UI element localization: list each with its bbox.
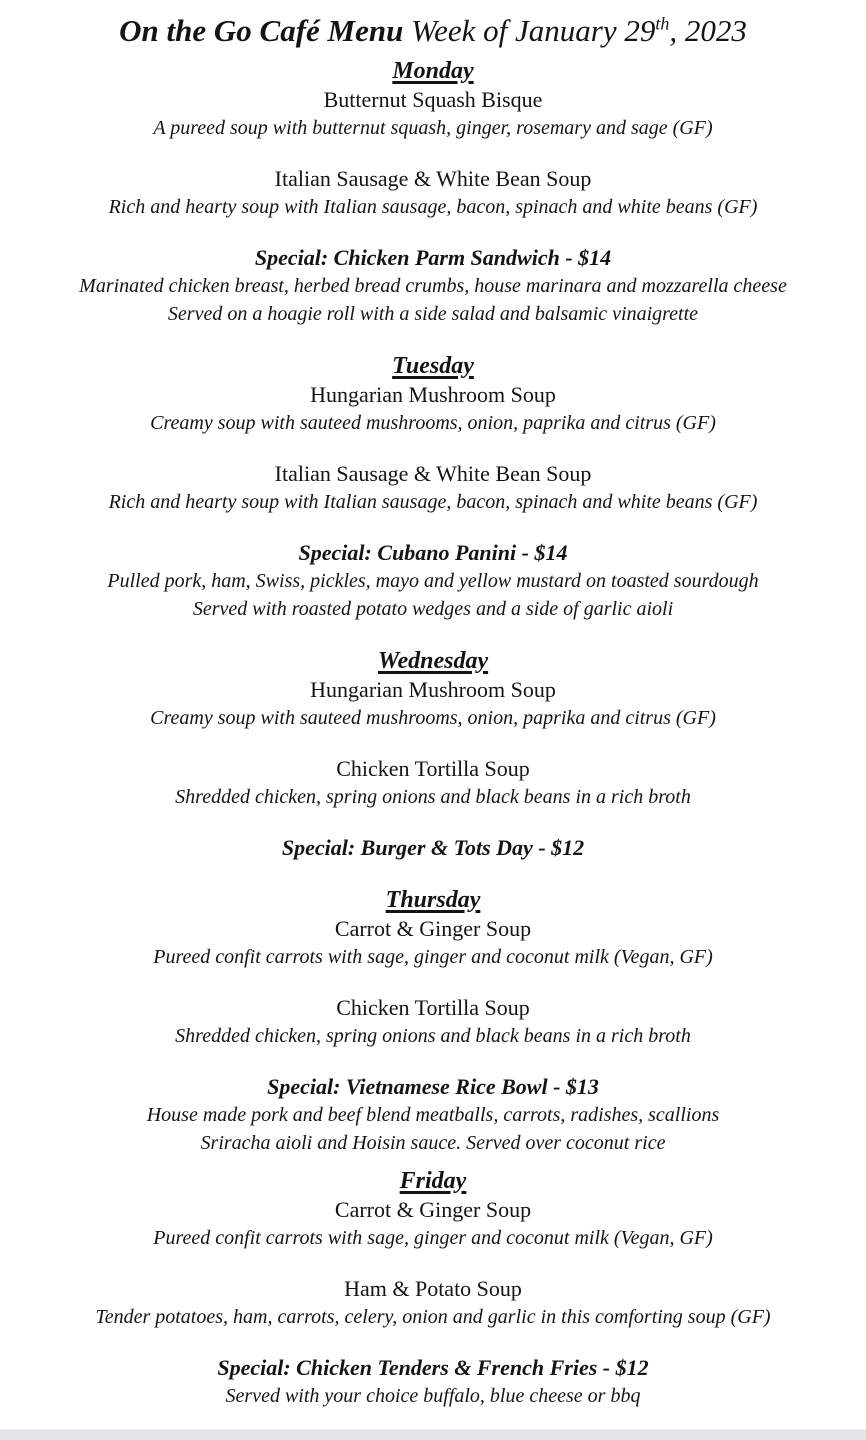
menu-item-name: Carrot & Ginger Soup (334, 1197, 532, 1222)
day-heading: Monday (392, 58, 474, 84)
day-section (0, 1166, 866, 1410)
day-items (0, 915, 866, 1157)
menu-item-description: Creamy soup with sauteed mushrooms, onion, paprika and citrus (GF) (150, 412, 716, 434)
menu-item-description: Tender potatoes, ham, carrots, celery, onion and garlic in this comforting soup (GF) (95, 1306, 771, 1328)
menu-title (0, 10, 866, 52)
menu-item-description: Sriracha aioli and Hoisin sauce. Served over coconut rice (200, 1132, 666, 1154)
menu-item-name: Special: Cubano Panini - $14 (298, 540, 568, 565)
menu-item-name: Hungarian Mushroom Soup (310, 382, 556, 407)
bottom-bar (0, 1429, 866, 1440)
menu-item-name: Special: Burger & Tots Day - $12 (281, 835, 585, 860)
menu-item-name: Carrot & Ginger Soup (334, 916, 532, 941)
menu-item (0, 165, 866, 221)
day-items (0, 381, 866, 623)
menu-item (0, 381, 866, 437)
day-items (0, 676, 866, 862)
day-heading: Wednesday (377, 648, 489, 674)
menu-item (0, 1275, 866, 1331)
menu-item-name: Italian Sausage & White Bean Soup (274, 166, 592, 191)
menu-title-year: , 2023 (669, 13, 747, 48)
menu-item-name: Butternut Squash Bisque (323, 87, 543, 112)
menu-item-description: Pulled pork, ham, Swiss, pickles, mayo and yellow mustard on toasted sourdough (107, 570, 759, 592)
menu-item (0, 1354, 866, 1410)
menu-item-description: Creamy soup with sauteed mushrooms, onion, paprika and citrus (GF) (150, 707, 716, 729)
menu-item (0, 460, 866, 516)
menu-item-description: Served with your choice buffalo, blue cheese or bbq (225, 1385, 641, 1407)
day-section (0, 885, 866, 1157)
menu-item (0, 915, 866, 971)
menu-item (0, 1073, 866, 1157)
ordinal-superscript: th (655, 13, 670, 34)
menu-item-description: Served with roasted potato wedges and a side of garlic aioli (192, 598, 674, 620)
menu-item (0, 994, 866, 1050)
menu-item-description: Rich and hearty soup with Italian sausage, bacon, spinach and white beans (GF) (108, 196, 758, 218)
menu-item (0, 244, 866, 328)
menu-item-name: Special: Vietnamese Rice Bowl - $13 (267, 1074, 599, 1099)
menu-item (0, 834, 866, 862)
menu-item (0, 1196, 866, 1252)
day-items (0, 1196, 866, 1410)
menu-item (0, 539, 866, 623)
menu-item (0, 86, 866, 142)
menu-item-description: Shredded chicken, spring onions and black beans in a rich broth (175, 786, 691, 808)
day-heading: Friday (399, 1168, 467, 1194)
menu-item-description: A pureed soup with butternut squash, ginger, rosemary and sage (GF) (153, 117, 713, 139)
day-section (0, 351, 866, 623)
menu-title-week: Week of January 29 (403, 13, 656, 48)
menu-title-brand: On the Go Café Menu (119, 13, 404, 48)
day-section (0, 646, 866, 862)
menu-item-name: Italian Sausage & White Bean Soup (274, 461, 592, 486)
menu-item-name: Chicken Tortilla Soup (336, 995, 530, 1020)
day-heading: Thursday (385, 887, 481, 913)
menu-days (0, 56, 866, 1410)
day-heading: Tuesday (392, 353, 474, 379)
menu-item-name: Chicken Tortilla Soup (336, 756, 530, 781)
menu-item (0, 676, 866, 732)
menu-item-description: Shredded chicken, spring onions and black beans in a rich broth (175, 1025, 691, 1047)
menu-item-name: Hungarian Mushroom Soup (310, 677, 556, 702)
menu-item (0, 755, 866, 811)
menu-item-name: Ham & Potato Soup (344, 1276, 522, 1301)
menu-item-description: Pureed confit carrots with sage, ginger and coconut milk (Vegan, GF) (153, 946, 713, 968)
menu-item-description: Served on a hoagie roll with a side salad and balsamic vinaigrette (167, 303, 699, 325)
menu-item-description: Pureed confit carrots with sage, ginger and coconut milk (Vegan, GF) (153, 1227, 713, 1249)
day-section (0, 56, 866, 328)
menu-item-description: Marinated chicken breast, herbed bread crumbs, house marinara and mozzarella cheese (79, 275, 787, 297)
menu-item-description: House made pork and beef blend meatballs, carrots, radishes, scallions (146, 1104, 720, 1126)
menu-item-name: Special: Chicken Parm Sandwich - $14 (254, 245, 612, 270)
day-items (0, 86, 866, 328)
menu-item-description: Rich and hearty soup with Italian sausage, bacon, spinach and white beans (GF) (108, 491, 758, 513)
menu-item-name: Special: Chicken Tenders & French Fries - $12 (217, 1355, 649, 1380)
